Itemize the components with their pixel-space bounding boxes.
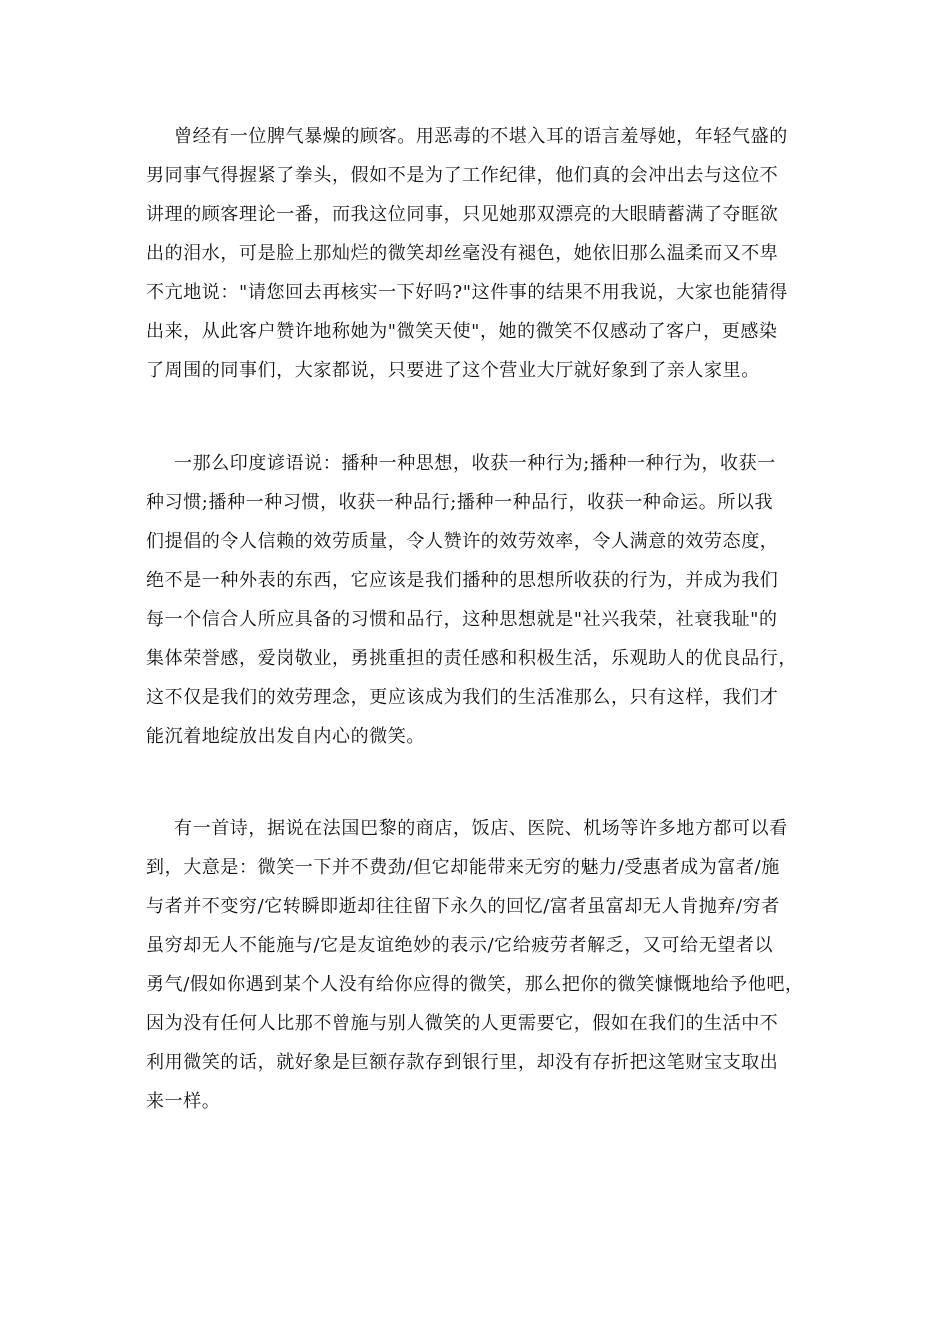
text-line: 了周围的同事们，大家都说，只要进了这个营业大厅就好象到了亲人家里。 [146, 360, 760, 381]
text-line: 讲理的顾客理论一番，而我这位同事，只见她那双漂亮的大眼睛蓄满了夺眶欲 [146, 204, 779, 225]
text-line: 曾经有一位脾气暴燥的顾客。用恶毒的不堪入耳的语言羞辱她，年轻气盛的 [174, 126, 788, 147]
text-line: 到，大意是：微笑一下并不费劲/但它却能带来无穷的魅力/受惠者成为富者/施 [146, 857, 780, 878]
text-line: 出来，从此客户赞许地称她为"微笑天使"，她的微笑不仅感动了客户，更感染 [146, 321, 778, 342]
text-line: 虽穷却无人不能施与/它是友谊绝妙的表示/它给疲劳者解乏，又可给无望者以 [146, 935, 774, 956]
paragraph-1 [146, 117, 816, 390]
text-line: 利用微笑的话，就好象是巨额存款存到银行里，却没有存折把这笔财宝支取出 [146, 1052, 779, 1073]
paragraph-2 [146, 444, 816, 756]
text-line: 绝不是一种外表的东西，它应该是我们播种的思想所收获的行为，并成为我们 [146, 570, 779, 591]
text-line: 不亢地说："请您回去再核实一下好吗?"这件事的结果不用我说，大家也能猜得 [146, 282, 788, 303]
text-line: 有一首诗，据说在法国巴黎的商店，饭店、医院、机场等许多地方都可以看 [174, 818, 788, 839]
text-line: 来一样。 [146, 1091, 221, 1112]
text-line: 这不仅是我们的效劳理念，更应该成为我们的生活准那么，只有这样，我们才 [146, 687, 779, 708]
text-line: 勇气/假如你遇到某个人没有给你应得的微笑，那么把你的微笑慷慨地给予他吧， [146, 974, 804, 995]
text-line: 集体荣誉感，爱岗敬业，勇挑重担的责任感和积极生活，乐观助人的优良品行， [146, 648, 797, 669]
text-line: 出的泪水，可是脸上那灿烂的微笑却丝毫没有褪色，她依旧那么温柔而又不卑 [146, 243, 779, 264]
paragraph-3 [146, 809, 816, 1121]
text-line: 一那么印度谚语说：播种一种思想，收获一种行为;播种一种行为，收获一 [174, 453, 776, 474]
text-line: 能沉着地绽放出发自内心的微笑。 [146, 726, 425, 747]
text-line: 种习惯;播种一种习惯，收获一种品行;播种一种品行，收获一种命运。所以我 [146, 492, 774, 513]
text-line: 每一个信合人所应具备的习惯和品行，这种思想就是"社兴我荣，社衰我耻"的 [146, 609, 778, 630]
text-line: 与者并不变穷/它转瞬即逝却往往留下永久的回忆/富者虽富却无人肯抛弃/穷者 [146, 896, 780, 917]
text-line: 们提倡的令人信赖的效劳质量，令人赞许的效劳效率，令人满意的效劳态度， [146, 531, 779, 552]
text-line: 因为没有任何人比那不曾施与别人微笑的人更需要它，假如在我们的生活中不 [146, 1013, 779, 1034]
text-line: 男同事气得握紧了拳头，假如不是为了工作纪律，他们真的会冲出去与这位不 [146, 165, 779, 186]
